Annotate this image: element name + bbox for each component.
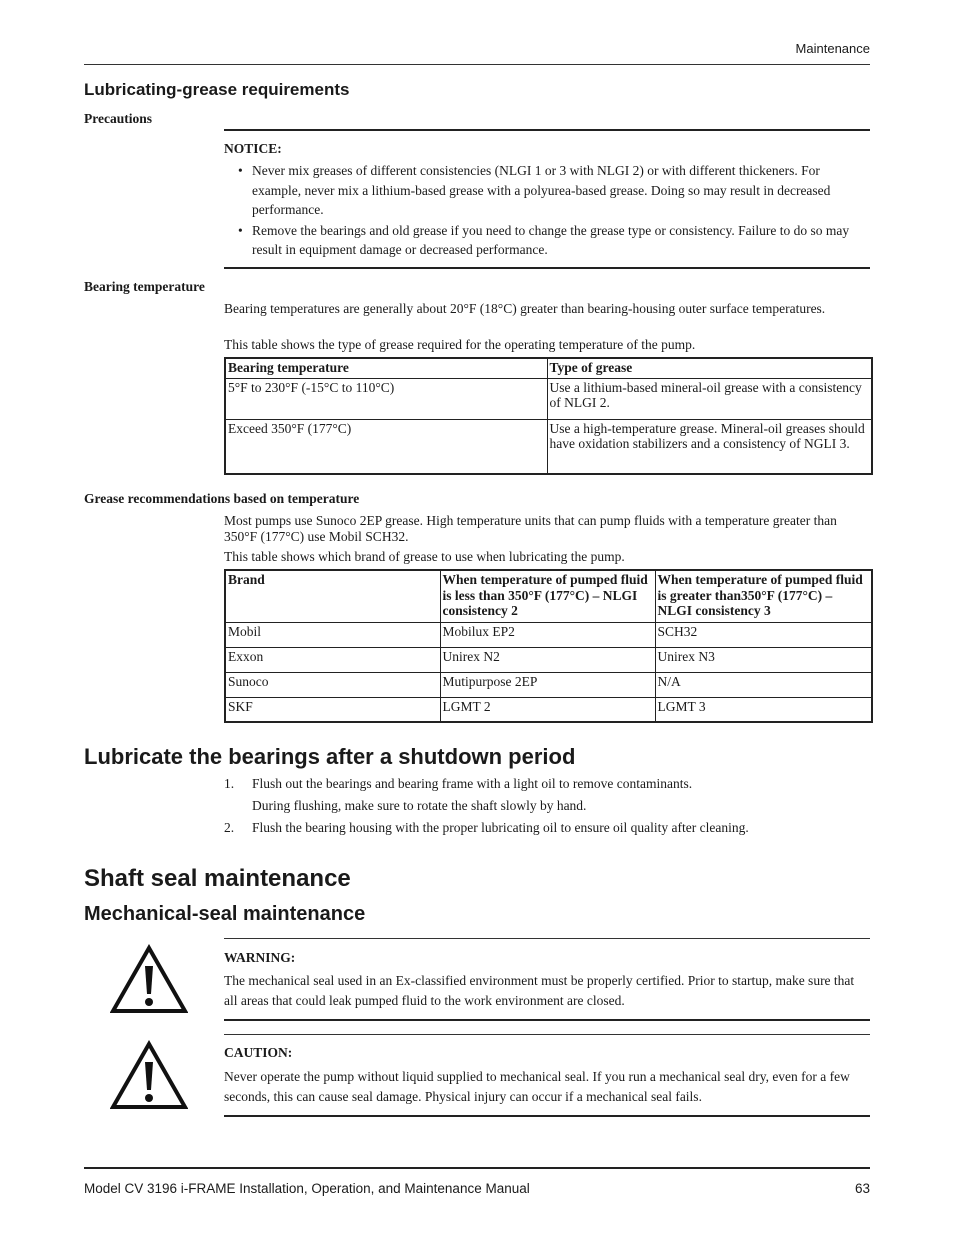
- table-cell: Unirex N3: [655, 647, 872, 672]
- table-cell: Use a lithium-based mineral-oil grease with a consistency of NLGI 2.: [547, 378, 872, 419]
- bearing-temperature-label: Bearing temperature: [84, 279, 205, 294]
- caution-top-rule: [224, 1034, 870, 1035]
- section-title-shaft-seal: Shaft seal maintenance: [84, 865, 351, 892]
- list-item-note: During flushing, make sure to rotate the shaft slowly by hand.: [252, 798, 587, 813]
- bearing-temperature-table: [224, 357, 873, 475]
- warning-text: The mechanical seal used in an Ex-classified environment must be properly certified. Prior to startup, make sure that all areas that could leak pumped fluid to the work environment are closed.: [224, 973, 855, 1008]
- running-header: Maintenance: [795, 41, 870, 56]
- brand-table-intro: This table shows which brand of grease to use when lubricating the pump.: [224, 549, 625, 564]
- table-row: [225, 697, 872, 722]
- table-cell: Exceed 350°F (177°C): [225, 419, 547, 474]
- warning-label: WARNING:: [224, 950, 296, 965]
- section-title-lubricating-grease: Lubricating-grease requirements: [84, 80, 350, 99]
- table-cell: Use a high-temperature grease. Mineral-oil greases should have oxidation stabilizers and a consistency of NGLI 3.: [547, 419, 872, 474]
- notice-top-rule: [224, 129, 870, 131]
- table-row: [225, 378, 872, 419]
- table-cell: LGMT 3: [655, 697, 872, 722]
- table-cell: Sunoco: [225, 672, 440, 697]
- table-cell: SKF: [225, 697, 440, 722]
- table-cell: N/A: [655, 672, 872, 697]
- table-cell: LGMT 2: [440, 697, 655, 722]
- caution-triangle-icon: [110, 1040, 188, 1110]
- warning-bottom-rule: [224, 1019, 870, 1021]
- notice-bottom-rule: [224, 267, 870, 269]
- table-header-cell: Type of grease: [547, 358, 872, 378]
- table-cell: SCH32: [655, 622, 872, 647]
- table-header-row: [225, 358, 872, 378]
- table-row: [225, 672, 872, 697]
- shutdown-steps: [224, 773, 864, 839]
- footer-page-number: 63: [854, 1181, 870, 1196]
- table-cell: Exxon: [225, 647, 440, 672]
- table-cell: Mobil: [225, 622, 440, 647]
- list-item: 1. Flush out the bearings and bearing frame with a light oil to remove contaminants.: [224, 776, 693, 791]
- grease-recommendations-label: Grease recommendations based on temperature: [84, 491, 360, 506]
- precautions-label: Precautions: [84, 111, 152, 126]
- list-item: 2. Flush the bearing housing with the proper lubricating oil to ensure oil quality after cleaning.: [224, 820, 749, 835]
- notice-label: NOTICE:: [224, 141, 282, 156]
- section-title-mechanical-seal: Mechanical-seal maintenance: [84, 903, 366, 925]
- table-cell: Mobilux EP2: [440, 622, 655, 647]
- table-header-row: [225, 570, 872, 622]
- table-header-cell: When temperature of pumped fluid is greater than350°F (177°C) – NLGI consistency 3: [655, 570, 872, 622]
- notice-list: [224, 161, 864, 261]
- caution-label: CAUTION:: [224, 1045, 293, 1060]
- caution-text: Never operate the pump without liquid supplied to mechanical seal. If you run a mechanical seal dry, even for a few seconds, this can cause seal damage. Physical injury can occur if a mechanical seal fails.: [224, 1069, 850, 1104]
- bearing-temp-table-intro: This table shows the type of grease required for the operating temperature of the pump.: [224, 337, 696, 352]
- section-title-shutdown: Lubricate the bearings after a shutdown period: [84, 744, 576, 769]
- table-header-cell: Brand: [225, 570, 440, 622]
- footer-manual-title: Model CV 3196 i-FRAME Installation, Operation, and Maintenance Manual: [84, 1181, 530, 1196]
- table-row: [225, 647, 872, 672]
- warning-top-rule: [224, 938, 870, 939]
- table-row: [225, 419, 872, 474]
- bearing-temp-paragraph: Bearing temperatures are generally about 20°F (18°C) greater than bearing-housing outer surface temperatures.: [224, 301, 826, 316]
- grease-recommendations-paragraph: Most pumps use Sunoco 2EP grease. High temperature units that can pump fluids with a temperature greater than 350°F (177°C) use Mobil SCH32.: [224, 513, 837, 544]
- table-cell: Unirex N2: [440, 647, 655, 672]
- warning-triangle-icon: [110, 944, 188, 1014]
- caution-bottom-rule: [224, 1115, 870, 1117]
- table-header-cell: When temperature of pumped fluid is less than 350°F (177°C) – NLGI consistency 2: [440, 570, 655, 622]
- table-header-cell: Bearing temperature: [225, 358, 547, 378]
- footer-rule: [84, 1167, 870, 1169]
- grease-brand-table: [224, 569, 873, 723]
- notice-item: • Never mix greases of different consistencies (NLGI 1 or 3 with NLGI 2) or with different thickeners. For example, never mix a lithium-based grease with a polyurea-based grease. Doing so may result in decreased performance.: [238, 163, 831, 217]
- header-rule: [84, 64, 870, 65]
- notice-item: • Remove the bearings and old grease if you need to change the grease type or consistency. Failure to do so may result in equipment damage or decreased performance.: [238, 222, 850, 257]
- table-cell: 5°F to 230°F (-15°C to 110°C): [225, 378, 547, 419]
- table-cell: Mutipurpose 2EP: [440, 672, 655, 697]
- table-row: [225, 622, 872, 647]
